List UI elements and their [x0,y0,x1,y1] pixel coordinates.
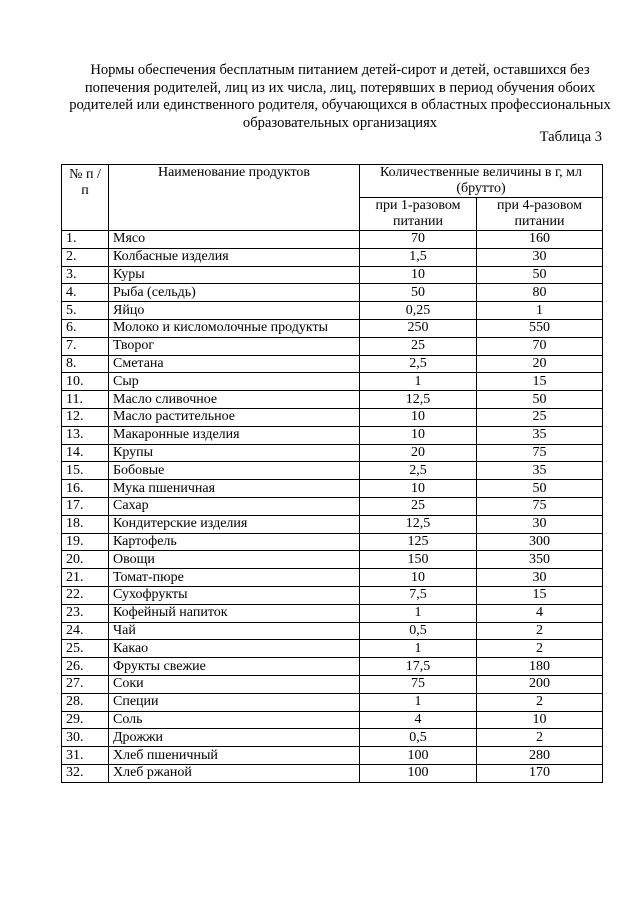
row-four-meals-value: 2 [477,622,603,640]
row-single-meal-value: 1 [360,373,477,391]
row-product-name: Масло сливочное [109,391,360,409]
row-number: 8. [62,355,109,373]
table-row [62,337,603,355]
row-single-meal-value: 75 [360,675,477,693]
header-quantity: Количественные величины в г, мл (брутто) [360,165,603,198]
row-product-name: Колбасные изделия [109,248,360,266]
table-row [62,408,603,426]
row-single-meal-value: 0,25 [360,302,477,320]
row-single-meal-value: 25 [360,337,477,355]
row-number: 25. [62,640,109,658]
row-four-meals-value: 25 [477,408,603,426]
row-number: 3. [62,266,109,284]
row-product-name: Фрукты свежие [109,658,360,676]
row-product-name: Соки [109,675,360,693]
row-single-meal-value: 10 [360,569,477,587]
table-row [62,302,603,320]
header-single-meal: при 1-разовом питании [360,198,477,231]
row-number: 27. [62,675,109,693]
row-number: 14. [62,444,109,462]
row-product-name: Сахар [109,497,360,515]
row-product-name: Масло растительное [109,408,360,426]
row-four-meals-value: 50 [477,480,603,498]
row-four-meals-value: 75 [477,497,603,515]
row-four-meals-value: 15 [477,373,603,391]
row-product-name: Бобовые [109,462,360,480]
table-row [62,551,603,569]
row-single-meal-value: 20 [360,444,477,462]
table-row [62,693,603,711]
table-row [62,658,603,676]
table-row [62,319,603,337]
row-product-name: Соль [109,711,360,729]
row-product-name: Яйцо [109,302,360,320]
row-single-meal-value: 12,5 [360,391,477,409]
row-number: 13. [62,426,109,444]
table-body [62,231,603,783]
row-four-meals-value: 2 [477,693,603,711]
row-single-meal-value: 2,5 [360,462,477,480]
row-product-name: Какао [109,640,360,658]
table-row [62,640,603,658]
row-number: 29. [62,711,109,729]
row-product-name: Картофель [109,533,360,551]
row-product-name: Кофейный напиток [109,604,360,622]
row-single-meal-value: 1 [360,693,477,711]
row-product-name: Хлеб пшеничный [109,747,360,765]
row-number: 18. [62,515,109,533]
table-row [62,426,603,444]
row-single-meal-value: 0,5 [360,729,477,747]
table-row [62,711,603,729]
row-product-name: Специи [109,693,360,711]
row-four-meals-value: 50 [477,391,603,409]
row-four-meals-value: 280 [477,747,603,765]
row-product-name: Чай [109,622,360,640]
table-row [62,266,603,284]
row-product-name: Хлеб ржаной [109,764,360,782]
table-row [62,569,603,587]
row-single-meal-value: 17,5 [360,658,477,676]
row-four-meals-value: 20 [477,355,603,373]
row-single-meal-value: 125 [360,533,477,551]
row-single-meal-value: 100 [360,747,477,765]
row-single-meal-value: 70 [360,231,477,249]
table-row [62,444,603,462]
row-single-meal-value: 10 [360,408,477,426]
table-row [62,604,603,622]
row-number: 2. [62,248,109,266]
table-row [62,497,603,515]
row-number: 7. [62,337,109,355]
row-single-meal-value: 2,5 [360,355,477,373]
table-row [62,462,603,480]
row-number: 6. [62,319,109,337]
row-four-meals-value: 35 [477,426,603,444]
row-number: 30. [62,729,109,747]
row-product-name: Сыр [109,373,360,391]
row-four-meals-value: 180 [477,658,603,676]
row-four-meals-value: 30 [477,248,603,266]
row-number: 24. [62,622,109,640]
row-single-meal-value: 10 [360,480,477,498]
row-single-meal-value: 25 [360,497,477,515]
row-number: 32. [62,764,109,782]
row-product-name: Дрожжи [109,729,360,747]
header-product-name: Наименование продуктов [109,165,360,231]
row-four-meals-value: 75 [477,444,603,462]
row-four-meals-value: 15 [477,586,603,604]
table-row [62,515,603,533]
row-single-meal-value: 10 [360,426,477,444]
table-row [62,533,603,551]
row-number: 10. [62,373,109,391]
row-number: 17. [62,497,109,515]
document-title: Нормы обеспечения бесплатным питанием детей-сирот и детей, оставшихся без попечения родителей, лиц из их числа, лиц, потерявших в период обучения обоих родителей или единственного родителя, обучающихся в областных профессиональных образовательных организациях [69,62,611,131]
table-row [62,355,603,373]
row-number: 20. [62,551,109,569]
row-product-name: Крупы [109,444,360,462]
row-number: 15. [62,462,109,480]
row-product-name: Овощи [109,551,360,569]
row-single-meal-value: 1,5 [360,248,477,266]
row-single-meal-value: 12,5 [360,515,477,533]
row-number: 11. [62,391,109,409]
header-number: № п /п [62,165,109,231]
row-product-name: Молоко и кисломолочные продукты [109,319,360,337]
row-four-meals-value: 170 [477,764,603,782]
row-product-name: Макаронные изделия [109,426,360,444]
row-single-meal-value: 150 [360,551,477,569]
row-four-meals-value: 300 [477,533,603,551]
row-number: 4. [62,284,109,302]
row-product-name: Мясо [109,231,360,249]
row-number: 23. [62,604,109,622]
row-number: 31. [62,747,109,765]
row-product-name: Творог [109,337,360,355]
row-number: 28. [62,693,109,711]
row-single-meal-value: 50 [360,284,477,302]
table-row [62,675,603,693]
row-four-meals-value: 4 [477,604,603,622]
table-header-row [62,165,603,198]
row-product-name: Рыба (сельдь) [109,284,360,302]
row-four-meals-value: 30 [477,569,603,587]
row-four-meals-value: 2 [477,640,603,658]
header-four-meals: при 4-разовом питании [477,198,603,231]
table-row [62,480,603,498]
row-single-meal-value: 4 [360,711,477,729]
row-single-meal-value: 0,5 [360,622,477,640]
table-row [62,764,603,782]
table-row [62,586,603,604]
food-norms-table [61,164,603,783]
row-four-meals-value: 2 [477,729,603,747]
row-product-name: Куры [109,266,360,284]
row-number: 12. [62,408,109,426]
table-row [62,248,603,266]
table-row [62,391,603,409]
table-row [62,373,603,391]
row-number: 21. [62,569,109,587]
row-four-meals-value: 350 [477,551,603,569]
row-number: 5. [62,302,109,320]
row-four-meals-value: 80 [477,284,603,302]
table-row [62,284,603,302]
row-four-meals-value: 30 [477,515,603,533]
row-product-name: Сухофрукты [109,586,360,604]
row-four-meals-value: 70 [477,337,603,355]
row-four-meals-value: 50 [477,266,603,284]
row-four-meals-value: 35 [477,462,603,480]
row-single-meal-value: 250 [360,319,477,337]
row-number: 16. [62,480,109,498]
row-single-meal-value: 7,5 [360,586,477,604]
table-row [62,747,603,765]
table-label: Таблица 3 [539,129,602,145]
row-four-meals-value: 160 [477,231,603,249]
row-four-meals-value: 10 [477,711,603,729]
row-number: 19. [62,533,109,551]
row-product-name: Мука пшеничная [109,480,360,498]
table-row [62,231,603,249]
row-single-meal-value: 1 [360,604,477,622]
row-number: 26. [62,658,109,676]
row-single-meal-value: 10 [360,266,477,284]
row-four-meals-value: 550 [477,319,603,337]
row-four-meals-value: 1 [477,302,603,320]
row-product-name: Томат-пюре [109,569,360,587]
row-single-meal-value: 1 [360,640,477,658]
row-number: 22. [62,586,109,604]
row-number: 1. [62,231,109,249]
row-product-name: Кондитерские изделия [109,515,360,533]
table-row [62,729,603,747]
row-four-meals-value: 200 [477,675,603,693]
row-product-name: Сметана [109,355,360,373]
table-row [62,622,603,640]
row-single-meal-value: 100 [360,764,477,782]
